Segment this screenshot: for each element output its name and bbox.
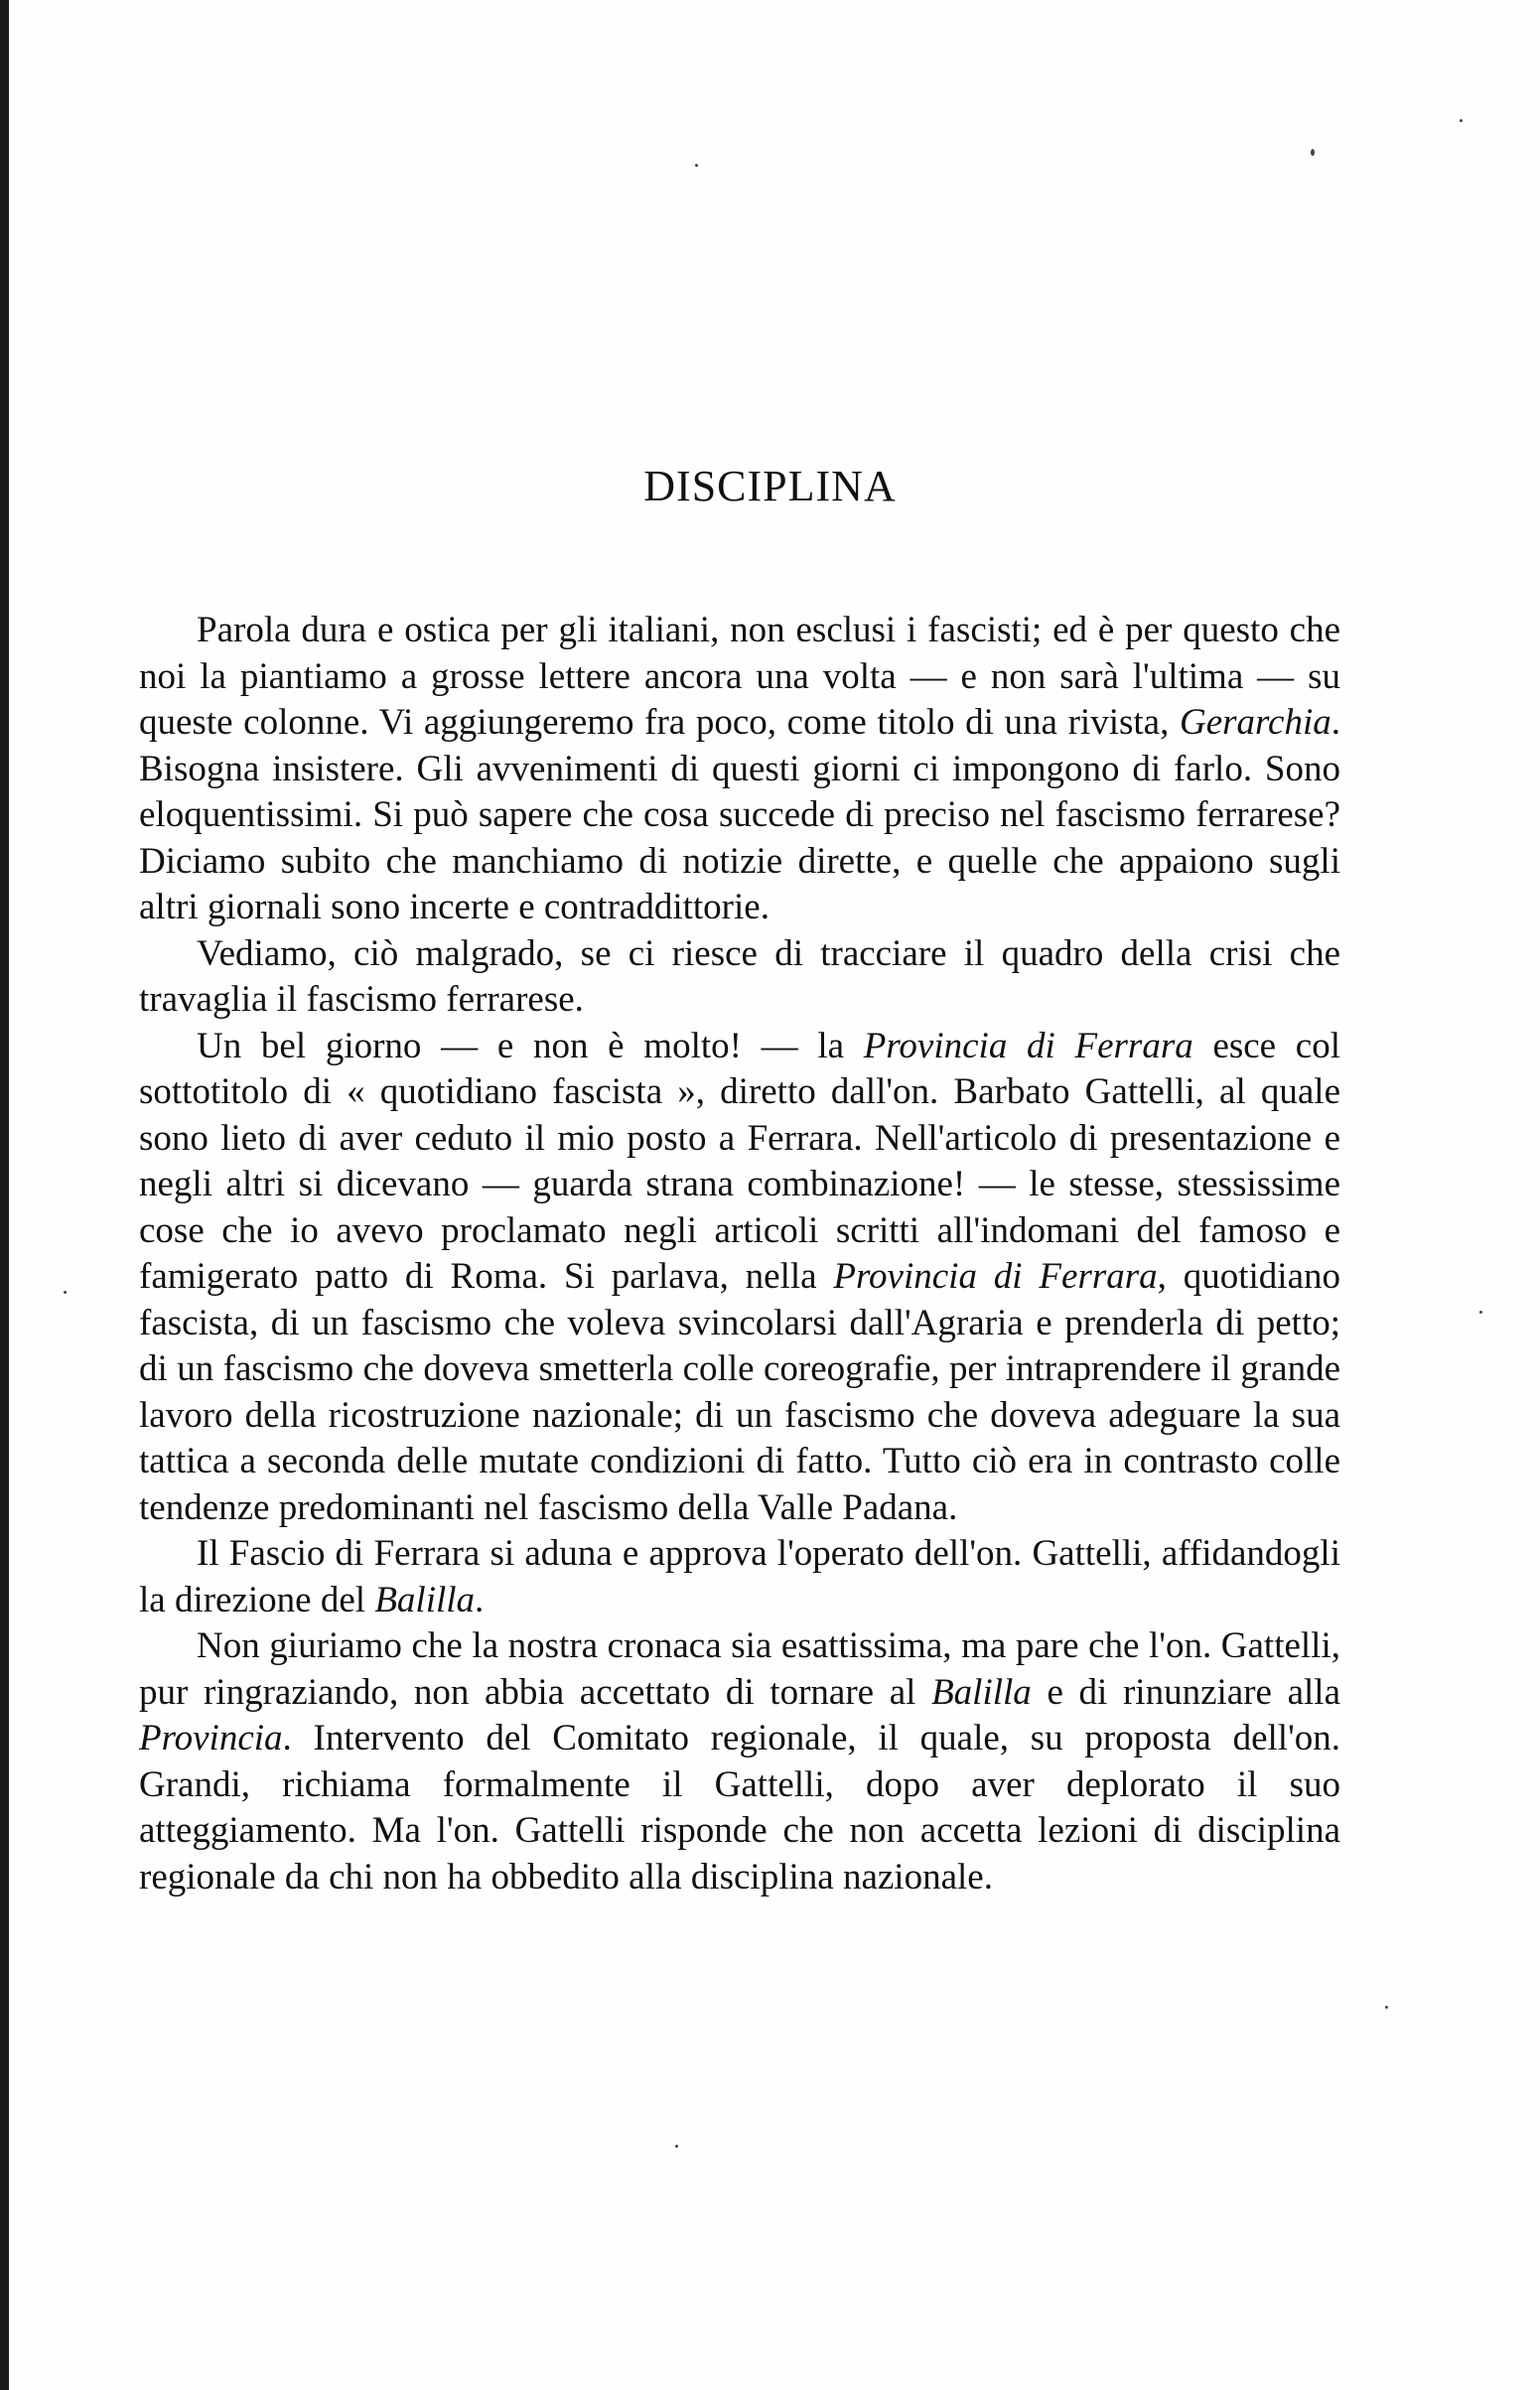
paragraph	[139, 608, 1340, 931]
paragraph-text: Vediamo, ciò malgrado, se ci riesce di tracciare il quadro della crisi che travaglia il fascismo ferrarese.	[139, 932, 1340, 1020]
article-body	[139, 608, 1340, 1900]
italic-title-text: Balilla	[374, 1579, 476, 1620]
paragraph-text: , quotidiano fascista, di un fascismo che voleva svincolarsi dall'Agraria e prenderla di petto; di un fascismo che doveva smetterla colle coreografie, per intraprendere il grande lavoro della ricostruzione nazionale; di un fascismo che doveva adeguare la sua tattica a seconda delle mutate condizioni di fatto. Tutto ciò era in contrasto colle tendenze predominanti nel fascismo della Valle Padana.	[139, 1256, 1340, 1528]
paragraph-text: . Bisogna insistere. Gli avvenimenti di questi giorni ci impongono di farlo. Sono eloquentissimi. Si può sapere che cosa succede di preciso nel fascismo ferrarese? Diciamo subito che manchiamo di notizie dirette, e quelle che appaiono sugli altri giornali sono incerte e contraddittorie.	[139, 702, 1340, 927]
paragraph	[139, 1531, 1340, 1623]
paragraph-text: .	[475, 1579, 485, 1620]
scan-speck	[64, 1291, 67, 1294]
italic-title-text: Provincia di Ferrara	[863, 1025, 1193, 1066]
paragraph-text: Un bel giorno — e non è molto! — la	[197, 1025, 864, 1066]
scan-speck	[1311, 149, 1315, 156]
scan-speck	[675, 2145, 678, 2148]
italic-title-text: Balilla	[931, 1671, 1032, 1713]
paragraph	[139, 1024, 1340, 1532]
scan-speck	[1385, 2006, 1388, 2009]
scan-speck	[1479, 1311, 1482, 1314]
paragraph-text: . Intervento del Comitato regionale, il quale, su proposta dell'on. Grandi, richiama formalmente il Gattelli, dopo aver deplorato il suo atteggiamento. Ma l'on. Gattelli risponde che non accetta lezioni di disciplina regionale da chi non ha obbedito alla disciplina nazionale.	[139, 1718, 1340, 1898]
scan-speck	[695, 164, 698, 167]
page-title: DISCIPLINA	[643, 462, 897, 510]
italic-title-text: Provincia	[139, 1718, 283, 1758]
paragraph-text: Il Fascio di Ferrara si aduna e approva l'operato dell'on. Gattelli, affidandogli la direzione del	[139, 1533, 1340, 1620]
paragraph	[139, 931, 1340, 1024]
italic-title-text: Provincia di Ferrara	[833, 1256, 1158, 1297]
paragraph	[139, 1623, 1340, 1900]
scan-speck	[1460, 119, 1463, 122]
paragraph-text: e di rinunziare alla	[1031, 1671, 1340, 1713]
paragraph-text: esce col sottotitolo di « quotidiano fascista », diretto dall'on. Barbato Gattelli, al quale sono lieto di aver ceduto il mio posto a Ferrara. Nell'articolo di presentazione e negli altri si dicevano — guarda strana combinazione! — le stesse, stessissime cose che io avevo proclamato negli articoli scritti all'indomani del famoso e famigerato patto di Roma. Si parlava, nella	[139, 1025, 1341, 1297]
paragraph-text: Parola dura e ostica per gli italiani, non esclusi i fascisti; ed è per questo che noi la piantiamo a grosse lettere ancora una volta — e non sarà l'ultima — su queste colonne. Vi aggiungeremo fra poco, come titolo di una rivista,	[139, 610, 1340, 743]
paragraph-text: Non giuriamo che la nostra cronaca sia esattissima, ma pare che l'on. Gattelli, pur ringraziando, non abbia accettato di tornare al	[139, 1625, 1340, 1713]
italic-title-text: Gerarchia	[1179, 702, 1331, 743]
page-binding-edge	[0, 0, 9, 2390]
